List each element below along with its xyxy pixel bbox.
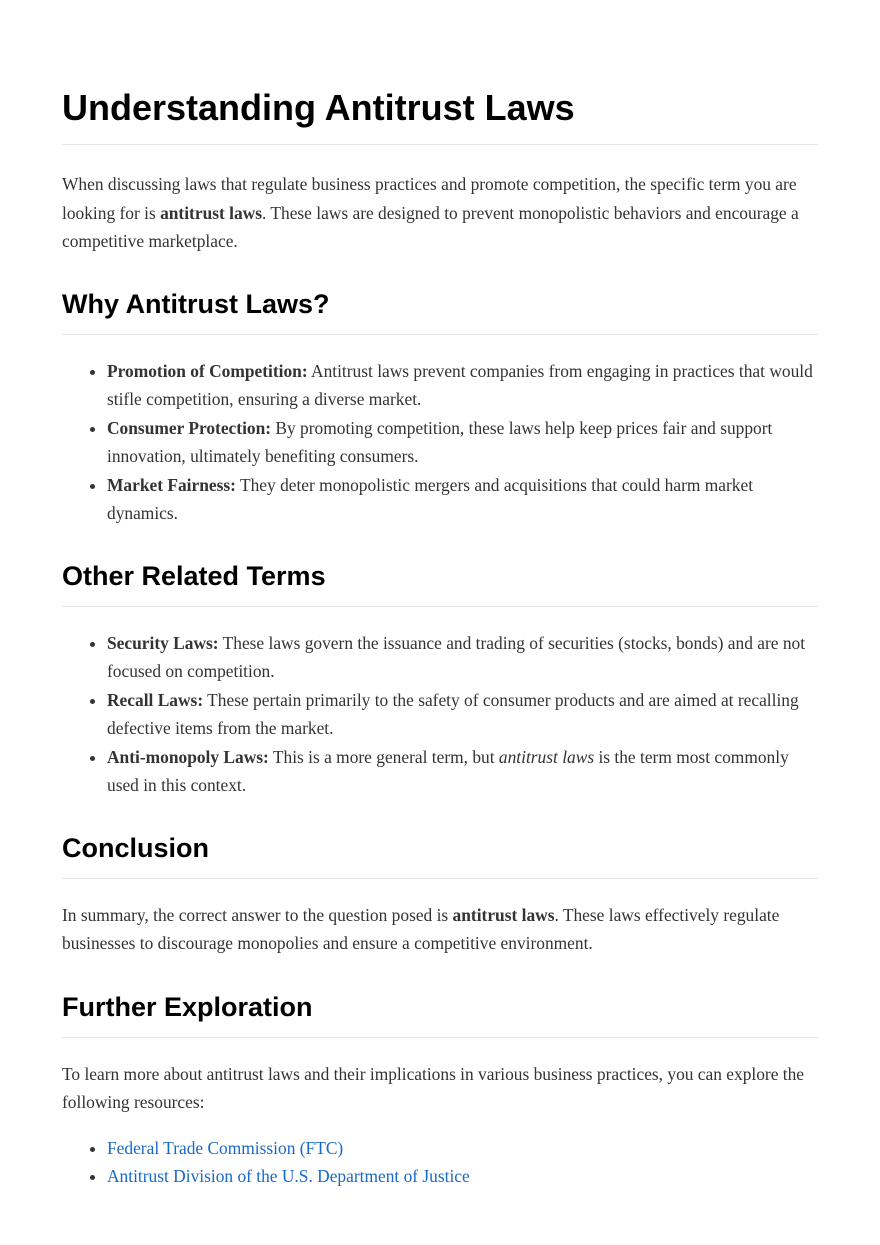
list-item-text-after: is the term most commonly used in this context. — [107, 746, 789, 795]
list-item-text: This is a more general term, but — [268, 746, 499, 767]
conclusion-text-after: . These laws effectively regulate businesses to discourage monopolies and ensure a competitive environment. — [62, 904, 780, 953]
page-title: Understanding Antitrust Laws — [62, 0, 818, 145]
conclusion-bold-term: antitrust laws — [452, 904, 555, 925]
list-item-label: Recall Laws: — [107, 689, 204, 710]
conclusion-paragraph — [62, 901, 818, 958]
list-item — [107, 686, 818, 743]
list-item-label: Security Laws: — [107, 632, 219, 653]
related-list — [62, 629, 818, 800]
resource-links-list — [62, 1134, 818, 1191]
why-list — [62, 357, 818, 528]
list-item-italic-term: antitrust laws — [498, 746, 595, 767]
list-item — [107, 743, 818, 800]
list-item-text: By promoting competition, these laws help keep prices fair and support innovation, ultimately benefiting consumers. — [107, 417, 773, 466]
list-item-text: These laws govern the issuance and trading of securities (stocks, bonds) and are not focused on competition. — [107, 632, 806, 681]
list-item — [107, 414, 818, 471]
intro-bold-term: antitrust laws — [160, 202, 262, 223]
further-paragraph: To learn more about antitrust laws and their implications in various business practices, you can explore the following resources: — [62, 1063, 805, 1112]
section-heading-related: Other Related Terms — [62, 559, 818, 607]
section-heading-conclusion: Conclusion — [62, 831, 818, 879]
document-page — [62, 0, 818, 1191]
intro-paragraph — [62, 170, 818, 256]
list-item — [107, 1134, 818, 1163]
list-item-label: Promotion of Competition: — [107, 360, 308, 381]
list-item-label: Market Fairness: — [107, 474, 236, 495]
list-item — [107, 357, 818, 414]
list-item-label: Anti-monopoly Laws: — [107, 746, 269, 767]
section-heading-further: Further Exploration — [62, 990, 818, 1038]
conclusion-text-before: In summary, the correct answer to the question posed is — [62, 904, 453, 925]
intro-text-after: . These laws are designed to prevent monopolistic behaviors and encourage a competitive marketplace. — [62, 202, 799, 251]
list-item-text: These pertain primarily to the safety of consumer products and are aimed at recalling defective items from the market. — [107, 689, 799, 738]
list-item — [107, 471, 818, 528]
intro-text-before: When discussing laws that regulate business practices and promote competition, the specific term you are looking for is — [62, 174, 797, 223]
list-item — [107, 629, 818, 686]
link-ftc[interactable]: Federal Trade Commission (FTC) — [107, 1137, 344, 1158]
list-item — [107, 1162, 818, 1191]
list-item-label: Consumer Protection: — [107, 417, 272, 438]
list-item-text: They deter monopolistic mergers and acquisitions that could harm market dynamics. — [107, 474, 754, 523]
list-item-text: Antitrust laws prevent companies from engaging in practices that would stifle competition, ensuring a diverse market. — [107, 360, 813, 409]
link-doj-antitrust-division[interactable]: Antitrust Division of the U.S. Department of Justice — [107, 1166, 470, 1186]
section-heading-why: Why Antitrust Laws? — [62, 287, 818, 335]
